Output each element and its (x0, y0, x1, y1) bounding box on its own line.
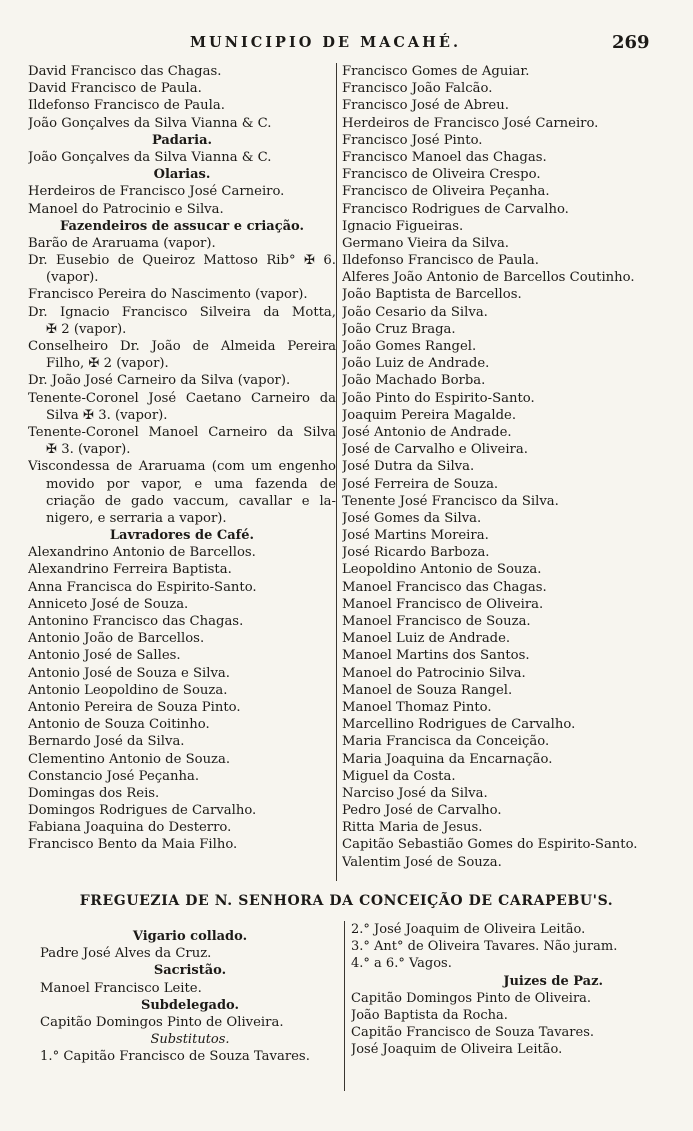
list-item: Anniceto José de Souza. (28, 596, 189, 612)
column-divider (336, 63, 337, 881)
list-item: João Pinto do Espirito-Santo. (342, 390, 535, 406)
list-item: Viscondessa de Araruama (com um engenho (28, 459, 336, 475)
right-column (342, 63, 662, 871)
list-item: Alferes João Antonio de Barcellos Coutinho. (342, 270, 635, 286)
list-item: João Luiz de Andrade. (342, 356, 490, 372)
list-item: José de Carvalho e Oliveira. (342, 442, 528, 458)
list-item: 3.° Ant° de Oliveira Tavares. Não juram. (351, 939, 618, 955)
list-item: Maria Joaquina da Encarnação. (342, 751, 553, 767)
list-item: José Ferreira de Souza. (342, 476, 499, 492)
list-item: Herdeiros de Francisco José Carneiro. (342, 115, 599, 131)
list-item: João Gomes Rangel. (342, 339, 477, 354)
list-item: Filho, ✠ 2 (vapor). (46, 356, 169, 372)
list-item: José Ricardo Barboza. (342, 545, 490, 561)
list-item: Tenente José Francisco da Silva. (342, 493, 559, 509)
list-item: Ignacio Figueiras. (342, 218, 464, 234)
list-item: Tenente-Coronel Manoel Carneiro da Silva (28, 424, 336, 440)
list-item: Tenente-Coronel José Caetano Carneiro da (28, 390, 336, 406)
column-divider (344, 921, 345, 1091)
list-item: Pedro José de Carvalho. (342, 803, 502, 819)
list-item: 4.° a 6.° Vagos. (351, 956, 452, 972)
list-item: José Joaquim de Oliveira Leitão. (351, 1042, 563, 1058)
list-item: Francisco Gomes de Aguiar. (342, 64, 530, 79)
list-item: David Francisco das Chagas. (28, 64, 222, 79)
list-item: 2.° José Joaquim de Oliveira Leitão. (351, 922, 586, 937)
list-item: João Cruz Braga. (342, 321, 456, 337)
list-item: ✠ 3. (vapor). (46, 442, 131, 458)
list-item: Herdeiros de Francisco José Carneiro. (28, 184, 285, 200)
list-item: Francisco Bento da Maia Filho. (28, 837, 238, 853)
list-item: (vapor). (46, 270, 99, 286)
list-item: movido por vapor, e uma fazenda de (46, 476, 336, 492)
lower-left-column (40, 928, 340, 1066)
list-item: Antonio Leopoldino de Souza. (28, 682, 228, 698)
list-item: Dr. Ignacio Francisco Silveira da Motta, (28, 304, 336, 320)
list-item: Francisco Pereira do Nascimento (vapor). (28, 287, 308, 303)
list-item: Manoel do Patrocinio Silva. (342, 665, 526, 681)
list-item: Barão de Araruama (vapor). (28, 235, 216, 251)
list-item: Manoel Thomaz Pinto. (342, 699, 492, 715)
section-title: FREGUEZIA DE N. SENHORA DA CONCEIÇÃO DE CARAPEBU'S. (79, 893, 614, 909)
list-item: João Baptista da Rocha. (351, 1007, 508, 1023)
list-item: nigero, e serraria a vapor). (46, 510, 227, 526)
list-item: Capitão Domingos Pinto de Oliveira. (351, 990, 592, 1006)
list-item: Leopoldino Antonio de Souza. (342, 562, 542, 578)
section-heading: Fazendeiros de assucar e criação. (59, 218, 305, 234)
list-item: Capitão Francisco de Souza Tavares. (351, 1025, 595, 1041)
list-item: Dr. João José Carneiro da Silva (vapor). (28, 373, 291, 389)
list-item: Antonio Pereira de Souza Pinto. (28, 699, 241, 715)
list-item: criação de gado vaccum, cavallar e la- (46, 493, 336, 509)
list-item: Ritta Maria de Jesus. (342, 820, 483, 836)
list-item: Francisco Rodrigues de Carvalho. (342, 201, 569, 217)
list-item: Bernardo José da Silva. (28, 734, 185, 750)
list-item: Marcellino Rodrigues de Carvalho. (342, 717, 576, 733)
list-item: Domingos Rodrigues de Carvalho. (28, 803, 257, 819)
list-item: José Martins Moreira. (342, 528, 489, 544)
list-item: Padre José Alves da Cruz. (40, 946, 212, 962)
list-item: João Baptista de Barcellos. (342, 287, 522, 303)
list-item: Fabiana Joaquina do Desterro. (28, 820, 232, 836)
list-item: Manoel Francisco de Oliveira. (342, 596, 544, 612)
list-item: Capitão Sebastião Gomes do Espirito-Santo. (342, 837, 638, 853)
list-item: Francisco José de Abreu. (342, 98, 509, 114)
section-heading: Olarias. (153, 167, 211, 183)
list-item: Capitão Domingos Pinto de Oliveira. (40, 1014, 284, 1030)
section-heading: Padaria. (151, 132, 213, 148)
list-item: Alexandrino Ferreira Baptista. (28, 562, 232, 578)
list-item: Narciso José da Silva. (342, 785, 488, 801)
list-item: Manoel Francisco de Souza. (342, 614, 531, 629)
list-item: Antonio de Souza Coitinho. (28, 717, 210, 733)
list-item: Manoel Francisco Leite. (40, 980, 202, 996)
list-item: Domingas dos Reis. (28, 785, 160, 801)
list-item: Dr. Eusebio de Queiroz Mattoso Rib° ✠ 6. (28, 253, 336, 269)
list-item: Francisco João Falcão. (342, 81, 493, 97)
list-item: João Gonçalves da Silva Vianna & C. (28, 149, 272, 165)
list-item: Clementino Antonio de Souza. (28, 751, 231, 767)
list-item: Constancio José Peçanha. (28, 768, 200, 784)
list-item: João Machado Borba. (342, 373, 486, 389)
list-item: Conselheiro Dr. João de Almeida Pereira (28, 339, 336, 354)
section-heading: Sacristão. (153, 963, 227, 979)
list-item: David Francisco de Paula. (28, 81, 202, 97)
list-item: Manoel Francisco das Chagas. (342, 579, 547, 595)
list-item: Antonio José de Salles. (28, 648, 181, 664)
list-item: Antonio José de Souza e Silva. (28, 665, 230, 681)
list-item: Ildefonso Francisco de Paula. (342, 253, 539, 269)
left-column (28, 63, 336, 854)
list-item: Manoel Martins dos Santos. (342, 648, 530, 664)
list-item: Silva ✠ 3. (vapor). (46, 407, 168, 423)
list-item: Antonino Francisco das Chagas. (28, 614, 244, 629)
section-heading: Subdelegado. (140, 997, 240, 1013)
section-subheading: Substitutos. (150, 1032, 230, 1048)
lower-right-column (351, 921, 663, 1059)
page-title: MUNICIPIO DE MACAHÉ. (190, 34, 461, 51)
list-item: Francisco de Oliveira Crespo. (342, 167, 541, 183)
list-item: ✠ 2 (vapor). (46, 321, 127, 337)
list-item: Joaquim Pereira Magalde. (342, 407, 517, 423)
list-item: Antonio João de Barcellos. (28, 631, 205, 647)
list-item: José Dutra da Silva. (342, 459, 475, 475)
list-item: José Antonio de Andrade. (342, 424, 512, 440)
list-item: José Gomes da Silva. (342, 510, 482, 526)
list-item: 1.° Capitão Francisco de Souza Tavares. (40, 1049, 310, 1065)
list-item: Maria Francisca da Conceição. (342, 734, 550, 750)
list-item: Germano Vieira da Silva. (342, 235, 509, 251)
page-header (0, 30, 693, 58)
list-item: Francisco José Pinto. (342, 132, 483, 148)
list-item: Alexandrino Antonio de Barcellos. (28, 545, 256, 561)
list-item: Manoel de Souza Rangel. (342, 682, 513, 698)
list-item: Manoel do Patrocinio e Silva. (28, 201, 224, 217)
page-number: 269 (612, 32, 650, 53)
list-item: Manoel Luiz de Andrade. (342, 631, 511, 647)
list-item: Ildefonso Francisco de Paula. (28, 98, 225, 114)
section-heading: Lavradores de Café. (109, 528, 255, 544)
section-heading: Juizes de Paz. (503, 973, 603, 989)
list-item: Miguel da Costa. (342, 768, 456, 784)
list-item: Valentim José de Souza. (342, 854, 502, 870)
list-item: Francisco de Oliveira Peçanha. (342, 184, 550, 200)
section-heading: Vigario collado. (132, 929, 248, 944)
list-item: Anna Francisca do Espirito-Santo. (28, 579, 257, 595)
list-item: João Gonçalves da Silva Vianna & C. (28, 115, 272, 131)
list-item: Francisco Manoel das Chagas. (342, 149, 547, 165)
list-item: João Cesario da Silva. (342, 304, 488, 320)
